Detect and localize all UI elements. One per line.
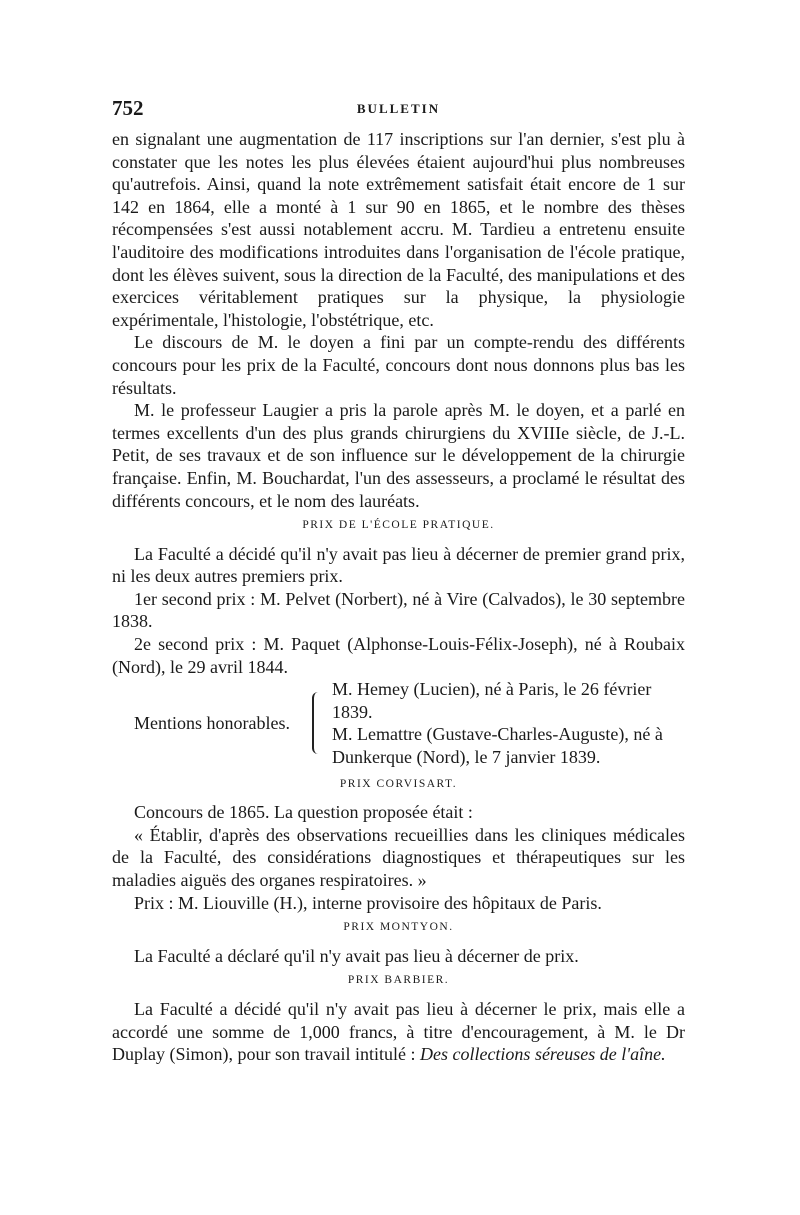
corvisart-subject: « Établir, d'après des observations recueillies dans les cliniques médicales de la Faculté, des considérations diagnostiques et thérapeutiques sur les maladies aiguës des organes respiratoires. » [112,824,685,890]
heading-prix-montyon: PRIX MONTYON. [343,921,454,934]
heading-prix-ecole-pratique: PRIX DE L'ÉCOLE PRATIQUE. [302,519,495,532]
corvisart-prize: Prix : M. Liouville (H.), interne provisoire des hôpitaux de Paris. [134,892,602,913]
prix-ecole-second-2: 2e second prix : M. Paquet (Alphonse-Louis-Félix-Joseph), né à Roubaix (Nord), le 29 avril 1844. [112,634,685,677]
brace-icon [312,692,324,754]
mention-item: M. Hemey (Lucien), né à Paris, le 26 février 1839. [332,679,652,722]
page-number: 752 [112,96,144,120]
running-title: BULLETIN [356,101,441,116]
body-text [112,128,685,1066]
mentions-honorables [112,678,685,768]
barbier-text-start: La Faculté a décidé qu'il n'y avait pas lieu à décerner le prix, mais elle a accordé une somme de 1,000 francs, à titre d'encouragement, à M. le Dr Duplay (Simon), pour son travail intitulé : [112,998,685,1065]
paragraph-concours: Le discours de M. le doyen a fini par un compte-rendu des différents concours pour les prix de la Faculté, concours dont nous donnons plus bas les résultats. [112,332,685,398]
barbier-text [112,998,685,1066]
corvisart-question: Concours de 1865. La question proposée était : [134,802,473,823]
mentions-label: Mentions honorables. [134,713,290,734]
barbier-work-title: Des collections séreuses de l'aîne. [419,1044,666,1065]
page-header [112,96,685,124]
mentions-list [332,678,685,768]
paragraph-laugier: M. le professeur Laugier a pris la parole après M. le doyen, et a parlé en termes excellents d'un des plus grands chirurgiens du XVIIIe siècle, de J.-L. Petit, de ses travaux et de son influence sur le développement de la chirurgie française. Enfin, M. Bouchardat, l'un des assesseurs, a proclamé le résultat des différents concours, et le nom des lauréats. [112,400,685,511]
prix-ecole-intro: La Faculté a décidé qu'il n'y avait pas lieu à décerner de premier grand prix, ni les deux autres premiers prix. [112,543,685,587]
heading-prix-barbier: PRIX BARBIER. [347,974,450,987]
montyon-text: La Faculté a déclaré qu'il n'y avait pas lieu à décerner de prix. [134,945,579,966]
mention-item: M. Lemattre (Gustave-Charles-Auguste), né à Dunkerque (Nord), le 7 janvier 1839. [332,724,663,768]
heading-prix-corvisart: PRIX CORVISART. [339,777,458,790]
paragraph-doyen-report: en signalant une augmentation de 117 inscriptions sur l'an dernier, s'est plu à constater que les notes les plus élevées étaient aujourd'hui plus nombreuses qu'autrefois. Ainsi, quand la note extrêmement satisfait était encore de 1 sur 142 en 1864, elle a monté à 1 sur 90 en 1865, et le nombre des thèses récompensées s'est aussi notablement accru. M. Tardieu a entretenu ensuite l'auditoire des modifications introduites dans l'organisation de l'école pratique, dont les élèves suivent, sous la direction de la Faculté, des manipulations et des exercices véritablement pratiques sur la physique, la physiologie expérimentale, l'histologie, l'obstétrique, etc. [112,129,685,330]
prix-ecole-second-1: 1er second prix : M. Pelvet (Norbert), né à Vire (Calvados), le 30 septembre 1838. [112,588,685,632]
